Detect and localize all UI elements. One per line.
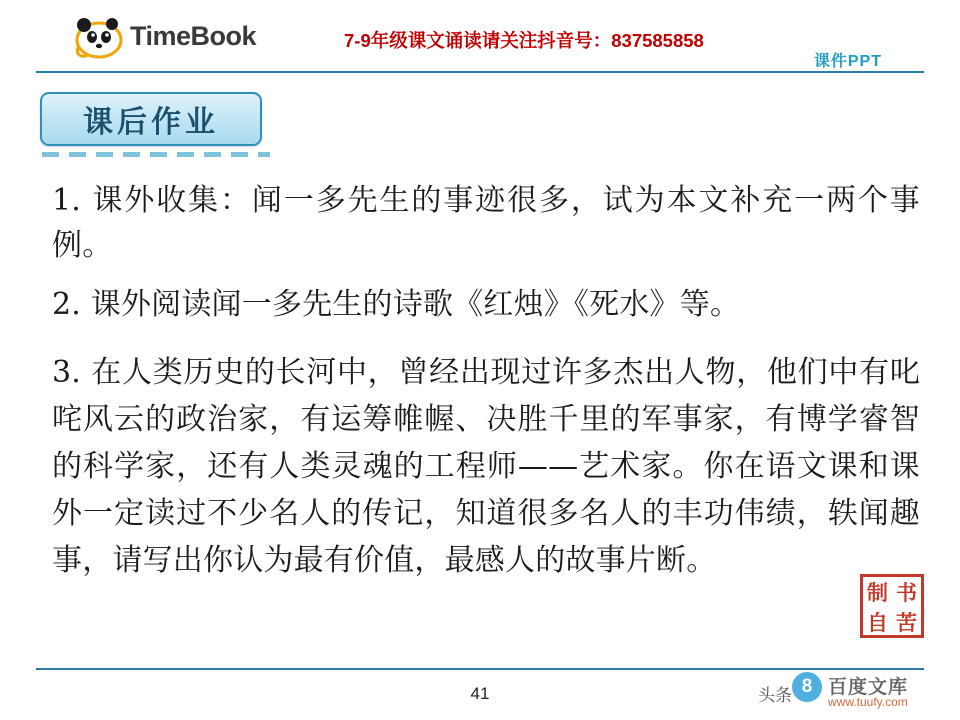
source-label: 头条: [758, 686, 792, 705]
paragraph-2: 2. 课外阅读闻一多先生的诗歌《红烛》《死水》等。: [52, 287, 741, 322]
seal-char-3: 自: [867, 610, 888, 635]
promo-note: 7-9年级课文诵读请关注抖音号：837585858: [344, 30, 704, 51]
watermark-url: www.tuufy.com: [828, 695, 908, 709]
content-body: [52, 178, 920, 598]
courseware-label: 课件PPT: [813, 53, 882, 70]
watermark-title: 百度文库: [828, 677, 909, 698]
paragraph-3: 3. 在人类历史的长河中，曾经出现过许多杰出人物，他们中有叱咤风云的政治家，有运筹帷幄、决胜千里的军事家，有博学睿智的科学家，还有人类灵魂的工程师——艺术家。你在语文课和课外一定读过不少名人的传记，知道很多名人的丰功伟绩，轶闻趣事，请写出你认为最有价值，最感人的故事片断。: [52, 355, 920, 578]
section-title-text: 课后作业: [83, 105, 219, 140]
header-divider: [36, 71, 924, 73]
section-title-badge: [40, 92, 262, 146]
watermark: [782, 668, 950, 714]
slide-header: [0, 0, 960, 72]
watermark-badge-icon: 8: [792, 672, 822, 702]
seal-char-4: 苦: [896, 610, 917, 635]
page-number: 41: [470, 684, 490, 703]
seal-char-1: 制: [867, 580, 888, 605]
red-seal-stamp: [860, 574, 924, 638]
brand-logo: [72, 12, 256, 60]
title-dashed-underline: [42, 152, 270, 157]
paragraph-1: 1. 课外收集：闻一多先生的事迹很多，试为本文补充一两个事例。: [52, 183, 920, 263]
brand-name: TimeBook: [130, 20, 257, 51]
seal-char-2: 书: [896, 580, 917, 605]
panda-logo-icon: [72, 13, 128, 59]
